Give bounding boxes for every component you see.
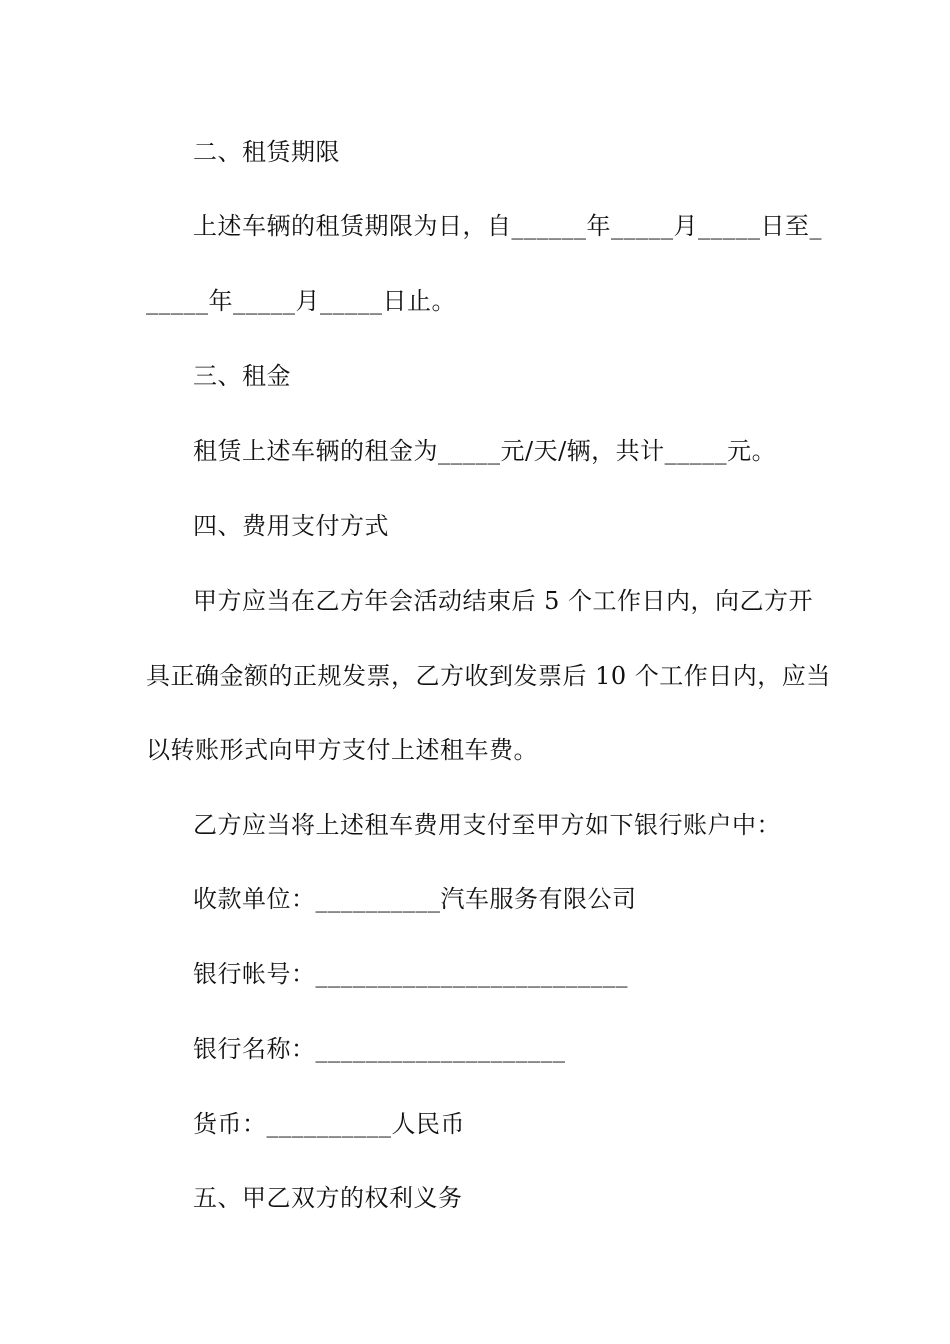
payment-text-line-2: 具正确金额的正规发票，乙方收到发票后 10 个工作日内，应当 — [146, 662, 831, 690]
payment-text-line-1: 甲方应当在乙方年会活动结束后 5 个工作日内，向乙方开 — [193, 587, 814, 615]
lease-term-text-line-1: 上述车辆的租赁期限为日，自______年_____月_____日至_ — [193, 212, 822, 240]
bank-name-field: 银行名称：____________________ — [193, 1035, 566, 1063]
lease-term-text-line-2: _____年_____月_____日止。 — [146, 287, 456, 315]
currency-field: 货币：__________人民币 — [193, 1110, 465, 1138]
payee-field: 收款单位：__________汽车服务有限公司 — [193, 885, 637, 913]
section-heading-payment-method: 四、费用支付方式 — [193, 512, 389, 540]
payment-text-line-3: 以转账形式向甲方支付上述租车费。 — [146, 736, 538, 764]
rent-text-line: 租赁上述车辆的租金为_____元/天/辆，共计_____元。 — [193, 437, 777, 465]
section-heading-rights-obligations: 五、甲乙双方的权利义务 — [193, 1184, 463, 1212]
bank-account-number-field: 银行帐号：_________________________ — [193, 960, 628, 988]
bank-account-intro: 乙方应当将上述租车费用支付至甲方如下银行账户中： — [193, 811, 781, 839]
section-heading-lease-term: 二、租赁期限 — [193, 138, 340, 166]
section-heading-rent: 三、租金 — [193, 362, 291, 390]
